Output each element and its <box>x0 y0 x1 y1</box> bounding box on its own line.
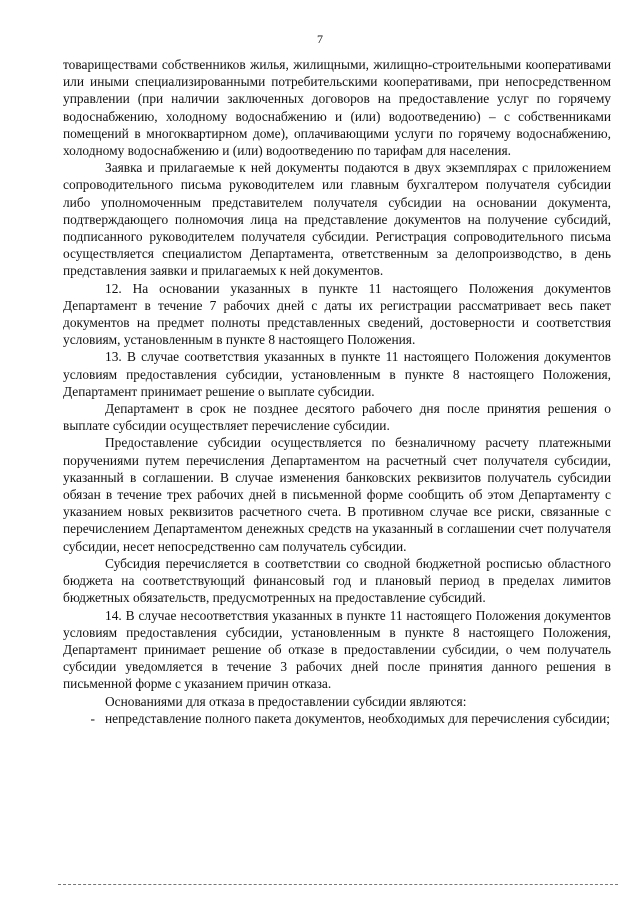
paragraph: Субсидия перечисляется в соответствии со сводной бюджетной росписью областного бюджета на соответствующий финансовый год и плановый период в пределах лимитов бюджетных обязательств, предусмотренных на предоставление субсидий. <box>63 555 611 606</box>
page-divider <box>58 884 618 885</box>
list-item-text: непредставление полного пакета документов, необходимых для перечисления субсидии; <box>105 710 611 726</box>
document-body <box>63 56 611 727</box>
paragraph: Заявка и прилагаемые к ней документы подаются в двух экземплярах с приложением сопроводительного письма руководителем или главным бухгалтером получателя субсидии либо уполномоченным представителем получателя субсидии на основании документа, подтверждающего полномочия лица на представление документов на получение субсидий, подписанного руководителем получателя субсидии. Регистрация сопроводительного письма осуществляется специалистом Департамента, ответственным за делопроизводство, в день представления заявки и прилагаемых к ней документов. <box>63 160 611 279</box>
paragraph: 12. На основании указанных в пункте 11 настоящего Положения документов Департамент в течение 7 рабочих дней с даты их регистрации рассматривает весь пакет документов на предмет полноты представленных сведений, достоверности и соответствия условиям, установленным в пункте 8 настоящего Положения. <box>63 280 611 348</box>
page-number: 7 <box>317 32 323 46</box>
paragraph: 14. В случае несоответствия указанных в пункте 11 настоящего Положения документов условиям предоставления субсидии, установленным в пункте 8 настоящего Положения, Департамент принимает решение об отказе в предоставлении субсидии, о чем получатель субсидии уведомляется в течение 3 рабочих дней после принятия данного решения в письменной форме с указанием причин отказа. <box>63 607 611 692</box>
paragraph: Основаниями для отказа в предоставлении субсидии являются: <box>105 693 467 709</box>
paragraph: Департамент в срок не позднее десятого рабочего дня после принятия решения о выплате субсидии осуществляет перечисление субсидии. <box>63 401 611 434</box>
list-marker: - <box>90 710 95 726</box>
paragraph: 13. В случае соответствия указанных в пункте 11 настоящего Положения документов условиям предоставления субсидии, установленным в пункте 8 настоящего Положения, Департамент принимает решение о выплате субсидии. <box>63 349 611 399</box>
list-item <box>63 710 611 727</box>
paragraph: товариществами собственников жилья, жилищными, жилищно-строительными кооперативами или иными специализированными потребительскими кооперативами, при непосредственном управлении (при наличии заключенных договоров на предоставление услуг по горячему водоснабжению, холодному водоснабжению и (или) водоотведению) – с собственниками помещений в многоквартирном доме), оплачивающими услуги по горячему водоснабжению, холодному водоснабжению и (или) водоотведению по тарифам для населения. <box>63 57 611 159</box>
paragraph: Предоставление субсидии осуществляется по безналичному расчету платежными поручениями путем перечисления Департаментом на расчетный счет получателя субсидии, указанный в соглашении. В случае изменения банковских реквизитов получатель субсидии обязан в течение трех рабочих дней в письменной форме сообщить об этом Департаменту с указанием новых реквизитов расчетного счета. В противном случае все риски, связанные с перечислением Департаментом денежных средств на указанный в соглашении счет получателя субсидии, несет непосредственно сам получатель субсидии. <box>63 435 611 554</box>
